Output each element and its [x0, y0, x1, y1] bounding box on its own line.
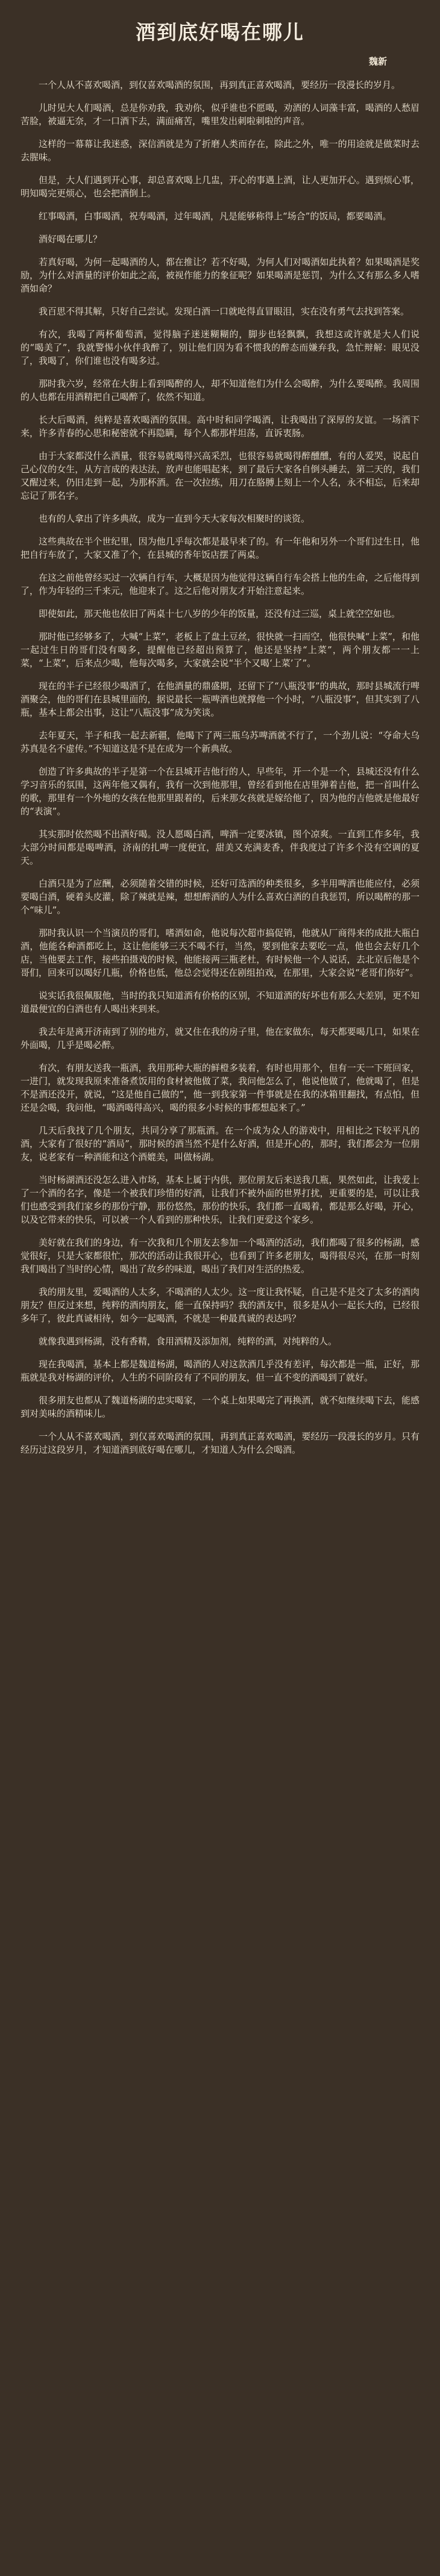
article-title: 酒到底好喝在哪儿 — [136, 20, 304, 44]
article-paragraph: 一个人从不喜欢喝酒，到仅喜欢喝酒的氛围，再到真正喜欢喝酒，要经历一段漫长的岁月。只有经历过这段岁月，才知道酒到底好喝在哪儿，才知道人为什么会喝酒。 — [20, 1431, 420, 1455]
article-author: 魏新 — [368, 56, 387, 67]
article-paragraph: 也有的人拿出了许多典故，成为一直到今天大家每次相聚时的谈资。 — [39, 513, 310, 524]
article-paragraph: 现在我喝酒，基本上都是魏道杨湖，喝酒的人对这款酒几乎没有差评，每次都是一瓶，正好，那瓶就是我对杨湖的评价，人生的不同阶段有了不同的朋友，但一直不变的酒喝到了就好。 — [20, 1359, 420, 1383]
article-paragraph: 我去年是离开济南到了别的地方，就又住在我的房子里，他在家做东，每天都要喝几口，如果在外面喝，几乎是喝必醉。 — [20, 1026, 420, 1050]
article-paragraph: 创造了许多典故的半子是第一个在县城开吉他行的人，早些年，开一个是一个，县城还没有什么学习音乐的氛围，这两年他又偶有，我有一次到他那里，曾经看到他在店里弹着吉他，把一首叫什么的歌，那里有一个外地的女孩在他那里跟着的，后来那女孩就是嫁给他了，因为他的吉他就是他最好的“表演”。 — [20, 766, 420, 817]
article-paragraph: 在这之前他曾经买过一次辆自行车，大概是因为他觉得这辆自行车会搭上他的生命，之后他得到了，作为年轻的三千来元，他迎来了。这之后他对朋友才开始注意起来。 — [20, 572, 420, 596]
article-paragraph: 去年夏天，半子和我一起去新疆，他喝下了两三瓶乌苏啤酒就不行了，一个劲儿说：“夺命大乌苏真是名不虚传。”不知道这是不是在成为一个新典故。 — [20, 730, 420, 754]
article-paragraph: 有次，有朋友送我一瓶酒，我用那种大瓶的鲜橙多装着，有时也用那个，但有一天一下班回家，一进门，就发现我原来准备煮饭用的食材被他做了菜，我问他怎么了，他说他做了，他就喝了，但是不是酒还没开，就说，“这是他自己做的”，他一到我家第一件事就是在我的冰箱里翻找，有点怕，但还是会喝，我问他，“喝酒喝得高兴，喝的很多小时候的事都想起来了。” — [20, 1062, 420, 1113]
article-paragraph: 就像我遇到杨湖，没有香精，食用酒精及添加剂，纯粹的酒，对纯粹的人。 — [39, 1336, 338, 1347]
article-paragraph: 那时他已经够多了，大喊“上菜”，老板上了盘土豆丝，很快就一扫而空，他很快喊“上菜”，和他一起过生日的哥们没有喝多，提醒他已经超出预算了，他还是坚持“上菜”，两个朋友都一一上菜，“上菜”，后来点少喝，他每次喝多，大家就会说“半个又喝‘上菜’了”。 — [20, 631, 420, 669]
article-paragraph: 但是，大人们遇到开心事，却总喜欢喝上几盅，开心的事遇上酒，让人更加开心。遇到烦心事，明知喝完更烦心，也会把酒倒上。 — [20, 175, 420, 199]
article-paragraph: 若真好喝，为何一起喝酒的人，都在推让？若不好喝，为何人们对喝酒如此执着？如果喝酒是奖励，为什么对酒量的评价如此之高，被视作能力的象征呢？如果喝酒是惩罚，为什么又有那么多人嗜酒如命？ — [20, 257, 420, 294]
article-paragraph: 即使如此，那天他也依旧了两桌十七八岁的少年的饭量，还没有过三巡，桌上就空空如也。 — [39, 608, 401, 619]
article-paragraph: 那时我认识一个当演员的哥们，嗜酒如命，他说每次超市搞促销，他就从厂商得来的成批大瓶白酒，他能各种酒都吃上，这让他能够三天不喝不行，当然，要到他家去要吃一点，他也会去好几个店，当他要去工作，接些拍摄戏的时候，他能接两三瓶老杜，有时候他一个人说话，去北京后他是个哥们，回来可以喝好几瓶，价格也低，他总会觉得还在剧组拍戏，在那里，大家会说“老哥们你好”。 — [20, 928, 420, 978]
article-paragraph: 酒好喝在哪儿？ — [39, 234, 102, 245]
article-paragraph: 那时我六岁，经常在大街上看到喝醉的人，却不知道他们为什么会喝醉，为什么要喝醉。我周围的人也都在用酒精把自己喝醉了，依然不知道。 — [20, 378, 420, 402]
article-paragraph: 这样的一幕幕让我迷惑，深信酒就是为了折磨人类而存在，除此之外，唯一的用途就是做菜时去去腥味。 — [20, 139, 420, 163]
article-paragraph: 由于大家都没什么酒量，很容易就喝得兴高采烈，也很容易就喝得醉醺醺，有的人爱哭，说起自己心仪的女生，从方言成的表达法，放声也能唱起来，到了最后大家各自倒头睡去，第二天的，我们又醒过来，仍旧走到一起，为那杯酒。在一次拉练，用刀在胳膊上刻上一个人名，永不相忘，后来却忘记了那名字。 — [20, 451, 420, 501]
article-paragraph: 白酒只是为了应酬，必须随着交错的时候，还好可选酒的种类很多，多半用啤酒也能应付，必须要喝白酒，硬着头皮灌，除了辣就是辣，想想醉酒的人为什么喜欢白酒的自我惩罚，所以喝醉的那一个“味儿”。 — [20, 878, 420, 915]
article-paragraph: 其实那时依然喝不出酒好喝。没人愿喝白酒，啤酒一定要冰镇，图个凉爽。一直到工作多年，我大部分时间都是喝啤酒，济南的扎啤一度便宜，甜美又充满麦香，伴我度过了许多个没有空调的夏天。 — [20, 829, 420, 866]
article-paragraph: 我的朋友里，爱喝酒的人太多，不喝酒的人太少。这一度让我怀疑，自己是不是交了太多的酒肉朋友？但反过来想，纯粹的酒肉朋友，能一直保持吗？我的酒友中，很多是从小一起长大的，已经很多年了，彼此真诚相待，如今一起喝酒，不就是一种最真诚的表达吗？ — [20, 1286, 420, 1324]
article-paragraph: 有次，我喝了两杯葡萄酒，觉得脑子迷迷糊糊的，脚步也轻飘飘，我想这或许就是大人们说的“喝美了”，我就警惕小伙伴我醉了，别让他们因为看不惯我的醉态而嫌弃我，急忙辩解：眼见没了，我喝了，你们谁也没有喝多过。 — [20, 329, 420, 366]
article-body — [20, 78, 420, 1456]
article-paragraph: 几天后我找了几个朋友，共同分享了那瓶酒。在一个成为众人的游戏中，用相比之下较平凡的酒，大家有了很好的“酒局”，那时候的酒当然不是什么好酒，但是开心的，那时，我们都会为一位朋友，说老家有一种酒能和这个酒媲美，叫做杨湖。 — [20, 1125, 420, 1162]
article-paragraph: 一个人从不喜欢喝酒，到仅喜欢喝酒的氛围，再到真正喜欢喝酒，要经历一段漫长的岁月。 — [39, 80, 401, 90]
article-paragraph: 说实话我很佩服他，当时的我只知道酒有价格的区别，不知道酒的好坏也有那么大差别，更不知道最便宜的白酒也有人喝出来到来。 — [20, 990, 420, 1014]
article-paragraph: 长大后喝酒，纯粹是喜欢喝酒的氛围。高中时和同学喝酒，让我喝出了深厚的友谊。一场酒下来，许多青春的心思和秘密就不再隐瞒，每个人都那样坦荡，直诉衷肠。 — [20, 414, 420, 438]
article-paragraph: 现在的半子已经很少喝酒了，在他酒量的鼎盛期，还留下了“八瓶没事”的典故，那时县城流行啤酒聚会，他的哥们在县城里面的，据说最长一瓶啤酒也就撑他一个小时，“八瓶没事”，但其实到了八瓶，基本上都会出事，这让“八瓶没事”成为笑谈。 — [20, 681, 420, 718]
article-paragraph: 美好就在我们的身边，有一次我和几个朋友去参加一个喝酒的活动，我们都喝了很多的杨湖，感觉很好，只是大家都很忙，那次的活动让我很开心，也看到了许多老朋友，喝得很尽兴，在那一时刻我们喝出了当时的心情，喝出了故乡的味道，喝出了我们对生活的热爱。 — [20, 1237, 420, 1274]
article-paragraph: 我百思不得其解，只好自己尝试。发现白酒一口就呛得直冒眼泪，实在没有勇气去找到答案。 — [39, 306, 410, 317]
article-paragraph: 很多朋友也都从了魏道杨湖的忠实喝家，一个桌上如果喝完了再换酒，就不如继续喝下去，能感到对美味的酒精味儿。 — [20, 1395, 420, 1419]
article-paragraph: 当时杨湖酒还没怎么进入市场，基本上属于内供，那位朋友后来送我几瓶，果然如此，让我爱上了一个酒的名字，像是一个被我们珍惜的好酒，让我们不被外面的世界打扰，更重要的是，可以让我们也感受到我们家乡的那份宁静，那份悠然，那份的快乐，我们都一直喝着，都是那么好喝，开心，以及它带来的快乐，可以被一个人看到的那种快乐，让我们更爱这个家乡。 — [20, 1174, 420, 1225]
article-paragraph: 儿时见大人们喝酒，总是你劝我，我劝你，似乎谁也不愿喝，劝酒的人词藻丰富，喝酒的人愁眉苦脸，被逼无奈，才一口酒下去，满面痛苦，嘴里发出刺啦刺啦的声音。 — [20, 102, 420, 126]
article-paragraph: 红事喝酒，白事喝酒，祝寿喝酒，过年喝酒，凡是能够称得上“场合”的饭局，都要喝酒。 — [39, 211, 392, 222]
article-paragraph: 这些典故在半个世纪里，因为他几乎每次都是最早来了的。有一年他和另外一个哥们过生日，他把自行车放了，大家又准了个，在县城的香年饭店摆了两桌。 — [20, 536, 420, 560]
